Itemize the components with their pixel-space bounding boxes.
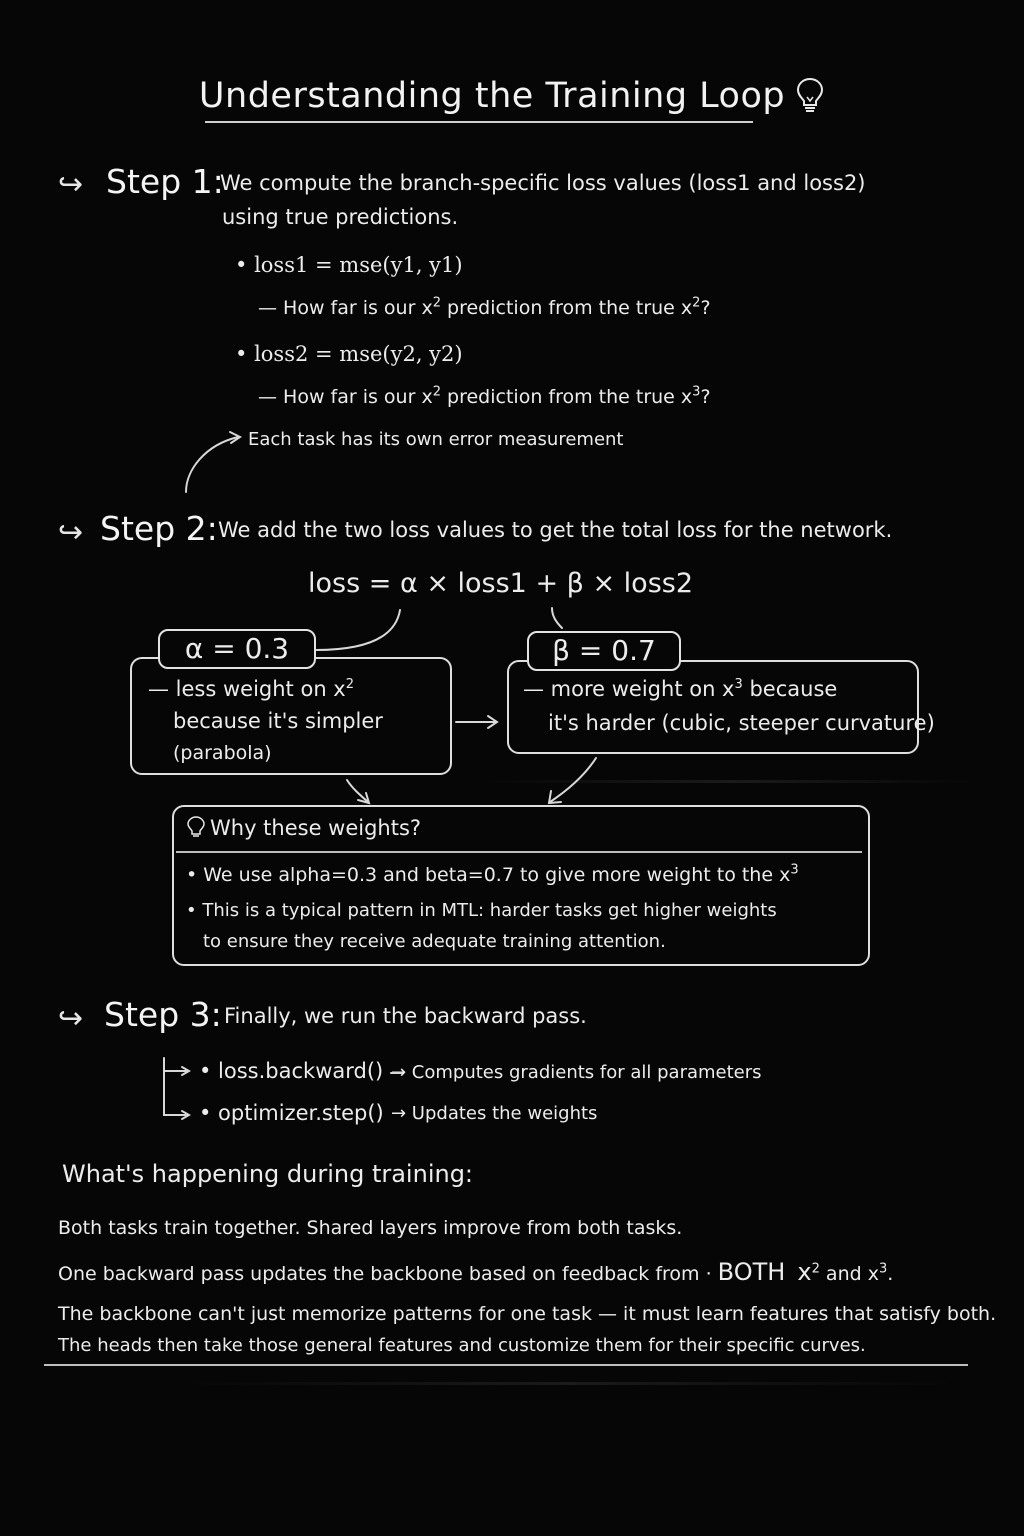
beta-value-pill: β = 0.7	[527, 631, 681, 671]
step3-item2-code: • optimizer.step()	[199, 1101, 384, 1125]
step1-bullet2-note: — How far is our $x^2$ prediction from the true $x^3$?	[258, 384, 711, 408]
annotation-arrow-icon	[186, 437, 238, 492]
training-line1: Both tasks train together. Shared layers improve from both tasks.	[58, 1217, 683, 1239]
beta-pointer-arrow-icon	[552, 608, 562, 628]
beta-note-line2: it's harder (cubic, steeper curvature)	[548, 711, 935, 735]
beta-note-box	[507, 660, 919, 754]
step1-bullet1-note: — How far is our $x^2$ prediction from the true $x^2$?	[258, 295, 711, 319]
loss1-formula: loss1 = mse(y1, y1)	[254, 253, 463, 277]
loss2-formula: loss2 = mse(y2, y2)	[254, 342, 463, 366]
chalk-smudge	[180, 1382, 960, 1385]
lightbulb-icon	[795, 77, 825, 122]
alpha-note-line3: (parabola)	[173, 742, 272, 764]
step3-item2-desc: → Updates the weights	[391, 1103, 598, 1124]
alpha-note-line2: because it's simpler	[173, 709, 383, 733]
curved-arrow-icon: ↪	[58, 515, 84, 550]
training-line4: The heads then take those general features and customize them for their specific curves.	[58, 1335, 866, 1356]
alpha-pointer-arrow-icon	[316, 610, 400, 650]
alpha-value-pill: α = 0.3	[158, 629, 316, 669]
lightbulb-icon	[186, 815, 206, 844]
alpha-note-line1: — less weight on $x^2$	[148, 677, 355, 701]
training-line2: One backward pass updates the backbone based on feedback from · BOTH $x^2$ and $x^3$.	[58, 1258, 894, 1286]
bottom-divider	[44, 1364, 968, 1366]
page-title: Understanding the Training Loop	[0, 76, 1024, 122]
step1-bullet2: • loss2 = mse(y2, y2)	[235, 342, 463, 366]
down-arrow-icon	[347, 780, 368, 802]
why-bullet1: • We use alpha=0.3 and beta=0.7 to give more weight to the $x^3$	[186, 862, 799, 886]
why-bullet2-line1: • This is a typical pattern in MTL: harder tasks get higher weights	[186, 900, 777, 921]
bracket-arrow-icon	[164, 1058, 186, 1115]
step2-text: We add the two loss values to get the total loss for the network.	[218, 518, 893, 542]
step3-text: Finally, we run the backward pass.	[224, 1004, 587, 1028]
step2-label: Step 2:	[100, 509, 218, 548]
step1-label: Step 1:	[106, 162, 224, 201]
curved-arrow-icon: ↪	[58, 167, 84, 202]
why-weights-divider	[176, 851, 862, 853]
step3-item1-code: • loss.backward()	[199, 1059, 384, 1083]
step3-item1-desc: → Computes gradients for all parameters	[391, 1062, 762, 1083]
step1-bullet1: • loss1 = mse(y1, y1)	[235, 253, 463, 277]
total-loss-formula: loss = α × loss1 + β × loss2	[308, 568, 694, 599]
step1-text-line2: using true predictions.	[222, 205, 459, 229]
why-bullet2-line2: to ensure they receive adequate training attention.	[203, 931, 666, 952]
chalk-smudge	[480, 780, 980, 783]
training-line3: The backbone can't just memorize patterns for one task — it must learn features that satisfy both.	[58, 1303, 997, 1325]
beta-note-line1: — more weight on $x^3$ because	[523, 677, 838, 701]
why-weights-title: Why these weights?	[186, 815, 421, 844]
step1-annotation: Each task has its own error measurement	[248, 429, 624, 450]
title-underline	[205, 121, 753, 123]
training-heading: What's happening during training:	[62, 1160, 474, 1188]
curved-arrow-icon: ↪	[58, 1001, 84, 1036]
step1-text-line1: We compute the branch-specific loss values (loss1 and loss2)	[220, 171, 866, 195]
step3-label: Step 3:	[104, 995, 222, 1034]
